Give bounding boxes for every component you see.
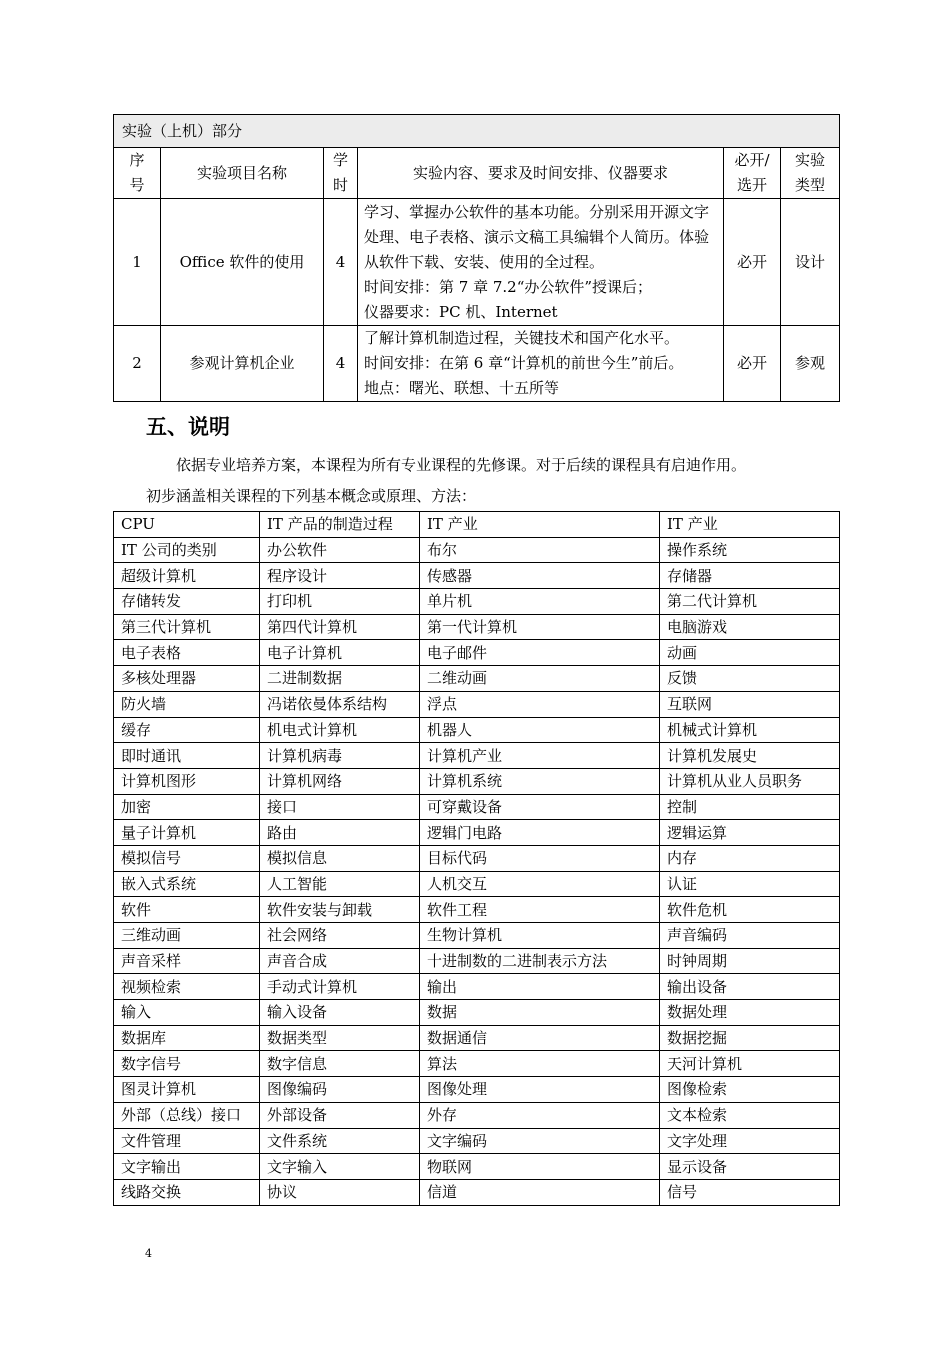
concept-cell: 视频检索	[114, 974, 260, 1000]
concepts-intro-paragraph: 初步涵盖相关课程的下列基本概念或原理、方法：	[146, 487, 477, 505]
concept-cell: 计算机图形	[114, 768, 260, 794]
lab-row-content: 学习、掌握办公软件的基本功能。分别采用开源文字处理、电子表格、演示文稿工具编辑个人简历。体验从软件下载、安装、使用的全过程。 时间安排：第 7 章 7.2“办公软件”授课后； 仪器要求：PC 机、Internet	[358, 199, 724, 326]
concept-cell: 机器人	[420, 717, 660, 743]
concept-cell: 计算机网络	[260, 768, 420, 794]
table-row	[114, 820, 840, 846]
concept-cell: 操作系统	[660, 537, 840, 563]
table-row	[114, 537, 840, 563]
concept-cell: 浮点	[420, 691, 660, 717]
lab-row-no: 2	[114, 326, 161, 402]
concept-cell: 声音采样	[114, 948, 260, 974]
lab-row-required: 必开	[724, 199, 781, 326]
concept-cell: 动画	[660, 640, 840, 666]
table-row	[114, 640, 840, 666]
concept-cell: 文字输入	[260, 1154, 420, 1180]
concept-cell: 物联网	[420, 1154, 660, 1180]
lab-row-name: 参观计算机企业	[161, 326, 324, 402]
concept-cell: 文字编码	[420, 1128, 660, 1154]
lab-row-no: 1	[114, 199, 161, 326]
concept-cell: 数据	[420, 1000, 660, 1026]
concept-cell: 信号	[660, 1179, 840, 1205]
concept-cell: 输入设备	[260, 1000, 420, 1026]
concept-cell: 冯诺依曼体系结构	[260, 691, 420, 717]
concept-cell: IT 产业	[420, 512, 660, 538]
concept-cell: 第四代计算机	[260, 614, 420, 640]
lab-row	[114, 326, 840, 402]
concept-cell: 数字信号	[114, 1051, 260, 1077]
concept-cell: 显示设备	[660, 1154, 840, 1180]
concept-cell: 路由	[260, 820, 420, 846]
concept-cell: 二维动画	[420, 666, 660, 692]
table-row	[114, 948, 840, 974]
concept-cell: 互联网	[660, 691, 840, 717]
concept-cell: 声音合成	[260, 948, 420, 974]
concept-cell: IT 公司的类别	[114, 537, 260, 563]
concept-cell: 二进制数据	[260, 666, 420, 692]
concept-cell: 输出	[420, 974, 660, 1000]
concept-cell: 线路交换	[114, 1179, 260, 1205]
concept-cell: 第一代计算机	[420, 614, 660, 640]
concept-cell: 认证	[660, 871, 840, 897]
concept-cell: 存储转发	[114, 589, 260, 615]
lab-row-hours: 4	[324, 199, 358, 326]
concept-cell: 打印机	[260, 589, 420, 615]
concept-cell: 模拟信号	[114, 845, 260, 871]
concept-cell: CPU	[114, 512, 260, 538]
concept-cell: 电子计算机	[260, 640, 420, 666]
table-row	[114, 563, 840, 589]
concept-cell: 控制	[660, 794, 840, 820]
concept-cell: 三维动画	[114, 923, 260, 949]
concept-cell: IT 产业	[660, 512, 840, 538]
concept-cell: 数据库	[114, 1025, 260, 1051]
concept-cell: 第三代计算机	[114, 614, 260, 640]
concept-cell: 电脑游戏	[660, 614, 840, 640]
table-row	[114, 1128, 840, 1154]
concept-cell: 图像检索	[660, 1077, 840, 1103]
lab-row-type: 参观	[781, 326, 840, 402]
concept-cell: 反馈	[660, 666, 840, 692]
lab-section-title: 实验（上机）部分	[114, 115, 840, 148]
lab-row-hours: 4	[324, 326, 358, 402]
table-row	[114, 1051, 840, 1077]
table-row	[114, 845, 840, 871]
concept-cell: 图像编码	[260, 1077, 420, 1103]
table-row	[114, 768, 840, 794]
lab-row-required: 必开	[724, 326, 781, 402]
table-row	[114, 743, 840, 769]
concepts-table	[113, 511, 840, 1206]
concept-cell: 文本检索	[660, 1102, 840, 1128]
concept-cell: 外存	[420, 1102, 660, 1128]
concept-cell: 人机交互	[420, 871, 660, 897]
concept-cell: 单片机	[420, 589, 660, 615]
concept-cell: 文件管理	[114, 1128, 260, 1154]
table-row	[114, 717, 840, 743]
concept-cell: 数字信息	[260, 1051, 420, 1077]
concept-cell: 防火墙	[114, 691, 260, 717]
concept-cell: 内存	[660, 845, 840, 871]
section-heading: 五、说明	[146, 415, 230, 439]
concept-cell: 社会网络	[260, 923, 420, 949]
table-row	[114, 1179, 840, 1205]
lab-row-type: 设计	[781, 199, 840, 326]
concept-cell: 数据处理	[660, 1000, 840, 1026]
page-number: 4	[145, 1247, 152, 1260]
concept-cell: 第二代计算机	[660, 589, 840, 615]
concept-cell: 即时通讯	[114, 743, 260, 769]
concept-cell: 量子计算机	[114, 820, 260, 846]
concept-cell: 逻辑门电路	[420, 820, 660, 846]
concept-cell: 布尔	[420, 537, 660, 563]
concept-cell: 软件工程	[420, 897, 660, 923]
concept-cell: 声音编码	[660, 923, 840, 949]
concept-cell: 电子表格	[114, 640, 260, 666]
lab-header-row	[114, 148, 840, 199]
concept-cell: 计算机产业	[420, 743, 660, 769]
header-required: 必开/ 选开	[724, 148, 781, 199]
concept-cell: 计算机发展史	[660, 743, 840, 769]
table-row	[114, 1077, 840, 1103]
lab-table	[113, 114, 840, 402]
description-paragraph: 依据专业培养方案，本课程为所有专业课程的先修课。对于后续的课程具有启迪作用。	[176, 456, 747, 474]
concept-cell: 传感器	[420, 563, 660, 589]
concept-cell: 软件安装与卸载	[260, 897, 420, 923]
concept-cell: 模拟信息	[260, 845, 420, 871]
concept-cell: 文字输出	[114, 1154, 260, 1180]
concept-cell: 接口	[260, 794, 420, 820]
table-row	[114, 974, 840, 1000]
concept-cell: 计算机病毒	[260, 743, 420, 769]
concept-cell: 手动式计算机	[260, 974, 420, 1000]
concept-cell: 协议	[260, 1179, 420, 1205]
concept-cell: 超级计算机	[114, 563, 260, 589]
concept-cell: 存储器	[660, 563, 840, 589]
header-no: 序 号	[114, 148, 161, 199]
table-row	[114, 1102, 840, 1128]
table-row	[114, 614, 840, 640]
concept-cell: 多核处理器	[114, 666, 260, 692]
concept-cell: 程序设计	[260, 563, 420, 589]
concept-cell: 电子邮件	[420, 640, 660, 666]
concept-cell: 外部（总线）接口	[114, 1102, 260, 1128]
table-row	[114, 794, 840, 820]
concept-cell: 人工智能	[260, 871, 420, 897]
concept-cell: 时钟周期	[660, 948, 840, 974]
concept-cell: 图灵计算机	[114, 1077, 260, 1103]
concept-cell: 机电式计算机	[260, 717, 420, 743]
concept-cell: 缓存	[114, 717, 260, 743]
concept-cell: 输入	[114, 1000, 260, 1026]
concept-cell: 办公软件	[260, 537, 420, 563]
concept-cell: 逻辑运算	[660, 820, 840, 846]
header-hours: 学 时	[324, 148, 358, 199]
table-row	[114, 1025, 840, 1051]
concept-cell: 嵌入式系统	[114, 871, 260, 897]
concept-cell: 天河计算机	[660, 1051, 840, 1077]
concept-cell: 输出设备	[660, 974, 840, 1000]
table-row	[114, 923, 840, 949]
table-row	[114, 691, 840, 717]
table-row	[114, 897, 840, 923]
concept-cell: 计算机从业人员职务	[660, 768, 840, 794]
table-row	[114, 589, 840, 615]
table-row	[114, 1154, 840, 1180]
concept-cell: 数据类型	[260, 1025, 420, 1051]
concept-cell: 算法	[420, 1051, 660, 1077]
concept-cell: 软件	[114, 897, 260, 923]
concept-cell: 可穿戴设备	[420, 794, 660, 820]
concept-cell: 计算机系统	[420, 768, 660, 794]
concept-cell: 图像处理	[420, 1077, 660, 1103]
concept-cell: 加密	[114, 794, 260, 820]
table-row	[114, 512, 840, 538]
concept-cell: 数据挖掘	[660, 1025, 840, 1051]
concept-cell: 信道	[420, 1179, 660, 1205]
concept-cell: IT 产品的制造过程	[260, 512, 420, 538]
concept-cell: 文件系统	[260, 1128, 420, 1154]
lab-row	[114, 199, 840, 326]
lab-row-content: 了解计算机制造过程，关键技术和国产化水平。 时间安排：在第 6 章“计算机的前世今生”前后。 地点：曙光、联想、十五所等	[358, 326, 724, 402]
concept-cell: 软件危机	[660, 897, 840, 923]
table-row	[114, 1000, 840, 1026]
header-name: 实验项目名称	[161, 148, 324, 199]
header-content: 实验内容、要求及时间安排、仪器要求	[358, 148, 724, 199]
concept-cell: 十进制数的二进制表示方法	[420, 948, 660, 974]
table-row	[114, 666, 840, 692]
concept-cell: 外部设备	[260, 1102, 420, 1128]
concept-cell: 文字处理	[660, 1128, 840, 1154]
concept-cell: 生物计算机	[420, 923, 660, 949]
concept-cell: 数据通信	[420, 1025, 660, 1051]
header-type: 实验 类型	[781, 148, 840, 199]
concept-cell: 机械式计算机	[660, 717, 840, 743]
concept-cell: 目标代码	[420, 845, 660, 871]
lab-row-name: Office 软件的使用	[161, 199, 324, 326]
table-row	[114, 871, 840, 897]
